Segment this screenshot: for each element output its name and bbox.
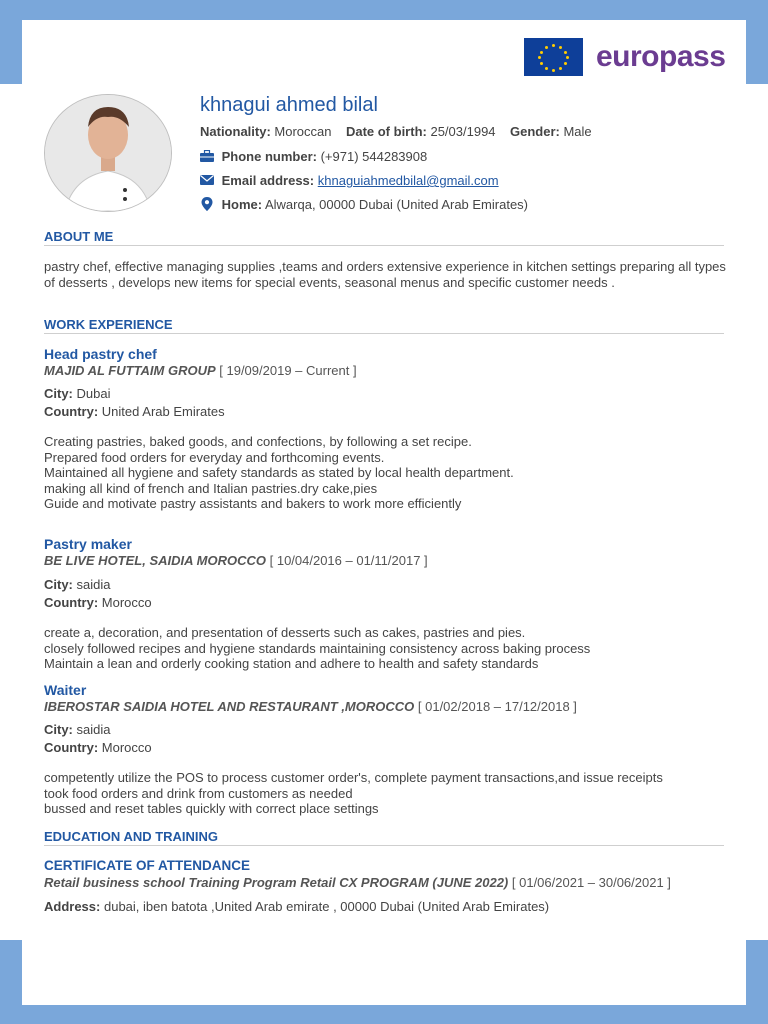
job-employer — [44, 363, 357, 378]
job-dates: [ 19/09/2019 – Current ] — [219, 363, 357, 378]
envelope-icon — [200, 174, 214, 186]
job-duty: making all kind of french and Italian pastries.dry cake,pies — [44, 480, 378, 496]
dob-value: 25/03/1994 — [430, 124, 496, 139]
job-city — [44, 386, 110, 401]
phone-row — [200, 149, 427, 164]
country-label: Country: — [44, 740, 99, 755]
job-duty: competently utilize the POS to process customer order's, complete payment transactions,and issue receipts — [44, 770, 663, 785]
cv-page — [22, 20, 746, 1005]
job-dates: [ 10/04/2016 – 01/11/2017 ] — [269, 553, 428, 568]
eu-flag-icon — [524, 38, 583, 76]
job-duty: Prepared food orders for everyday and forthcoming events. — [44, 449, 385, 465]
address-value: dubai, iben batota ,United Arab emirate , 00000 Dubai (United Arab Emirates) — [103, 899, 550, 914]
email-row — [200, 173, 499, 188]
home-row — [200, 197, 528, 212]
briefcase-icon — [200, 150, 214, 162]
job-duty: bussed and reset tables quickly with correct place settings — [44, 801, 379, 816]
education-org-name: Retail business school Training Program Retail CX PROGRAM (JUNE 2022) — [44, 875, 509, 890]
job-employer — [44, 553, 428, 568]
job-country — [44, 740, 152, 755]
city-value: saidia — [76, 577, 111, 592]
job-dates: [ 01/02/2018 – 17/12/2018 ] — [417, 699, 577, 714]
country-value: Morocco — [101, 740, 152, 755]
address-label: Address: — [44, 899, 101, 914]
education-title: CERTIFICATE OF ATTENDANCE — [44, 858, 250, 873]
section-work-title: WORK EXPERIENCE — [44, 317, 724, 334]
job-country — [44, 595, 152, 610]
city-label: City: — [44, 577, 73, 592]
country-label: Country: — [44, 595, 99, 610]
phone-label: Phone number: — [221, 149, 317, 164]
job-city — [44, 577, 110, 592]
employer-name: IBEROSTAR SAIDIA HOTEL AND RESTAURANT ,MOROCCO — [44, 699, 415, 714]
job-duty: create a, decoration, and presentation of desserts such as cakes, pastries and pies. — [44, 625, 526, 640]
job-duty: Creating pastries, baked goods, and confections, by following a set recipe. — [44, 434, 472, 449]
job-duty: Maintained all hygiene and safety standards as stated by local health department. — [44, 465, 514, 480]
europass-wordmark: europass — [596, 40, 726, 73]
frame-top-right — [746, 0, 768, 84]
europass-logo — [524, 38, 725, 76]
location-pin-icon — [200, 197, 214, 211]
candidate-name: khnagui ahmed bilal — [200, 94, 378, 116]
city-value: Dubai — [76, 386, 111, 401]
nationality-value: Moroccan — [274, 124, 332, 139]
gender-value: Male — [563, 124, 592, 139]
job-duty: Guide and motivate pastry assistants and bakers to work more efficiently — [44, 496, 462, 511]
email-label: Email address: — [221, 173, 315, 188]
education-dates: [ 01/06/2021 – 30/06/2021 ] — [511, 875, 671, 890]
frame-bottom — [0, 1005, 768, 1024]
dob-label: Date of birth: — [345, 124, 427, 139]
home-value: Alwarqa, 00000 Dubai (United Arab Emirates) — [264, 197, 529, 212]
employer-name: MAJID AL FUTTAIM GROUP — [44, 363, 216, 378]
job-duty: Maintain a lean and orderly cooking station and adhere to health and safety standards — [44, 656, 539, 671]
job-employer — [44, 699, 577, 714]
section-education-title: EDUCATION AND TRAINING — [44, 829, 724, 846]
education-address — [44, 899, 549, 914]
section-about-title: ABOUT ME — [44, 229, 724, 246]
email-link[interactable]: khnaguiahmedbilal@gmail.com — [317, 173, 499, 188]
city-label: City: — [44, 386, 73, 401]
nationality-label: Nationality: — [200, 124, 271, 139]
about-text: pastry chef, effective managing supplies ,teams and orders extensive experience in kitchen settings preparing all types of desserts , develops new items for special events, seasonal menus and specific customer needs . — [44, 259, 726, 290]
country-value: United Arab Emirates — [101, 404, 225, 419]
frame-bottom-right — [746, 940, 768, 1024]
city-label: City: — [44, 722, 73, 737]
employer-name: BE LIVE HOTEL, SAIDIA MOROCCO — [44, 553, 266, 568]
city-value: saidia — [76, 722, 111, 737]
country-value: Morocco — [101, 595, 152, 610]
job-role: Waiter — [44, 682, 87, 698]
country-label: Country: — [44, 404, 99, 419]
job-country — [44, 404, 225, 419]
profile-photo — [44, 94, 172, 212]
phone-value: (+971) 544283908 — [320, 149, 428, 164]
frame-top — [0, 0, 768, 20]
education-org — [44, 875, 671, 890]
home-label: Home: — [221, 197, 263, 212]
job-city — [44, 722, 110, 737]
personal-details — [200, 124, 592, 139]
gender-label: Gender: — [510, 124, 560, 139]
job-duty: took food orders and drink from customers as needed — [44, 785, 353, 801]
job-role: Pastry maker — [44, 536, 132, 552]
job-duty: closely followed recipes and hygiene standards maintaining consistency across baking process — [44, 640, 591, 656]
job-role: Head pastry chef — [44, 346, 157, 362]
